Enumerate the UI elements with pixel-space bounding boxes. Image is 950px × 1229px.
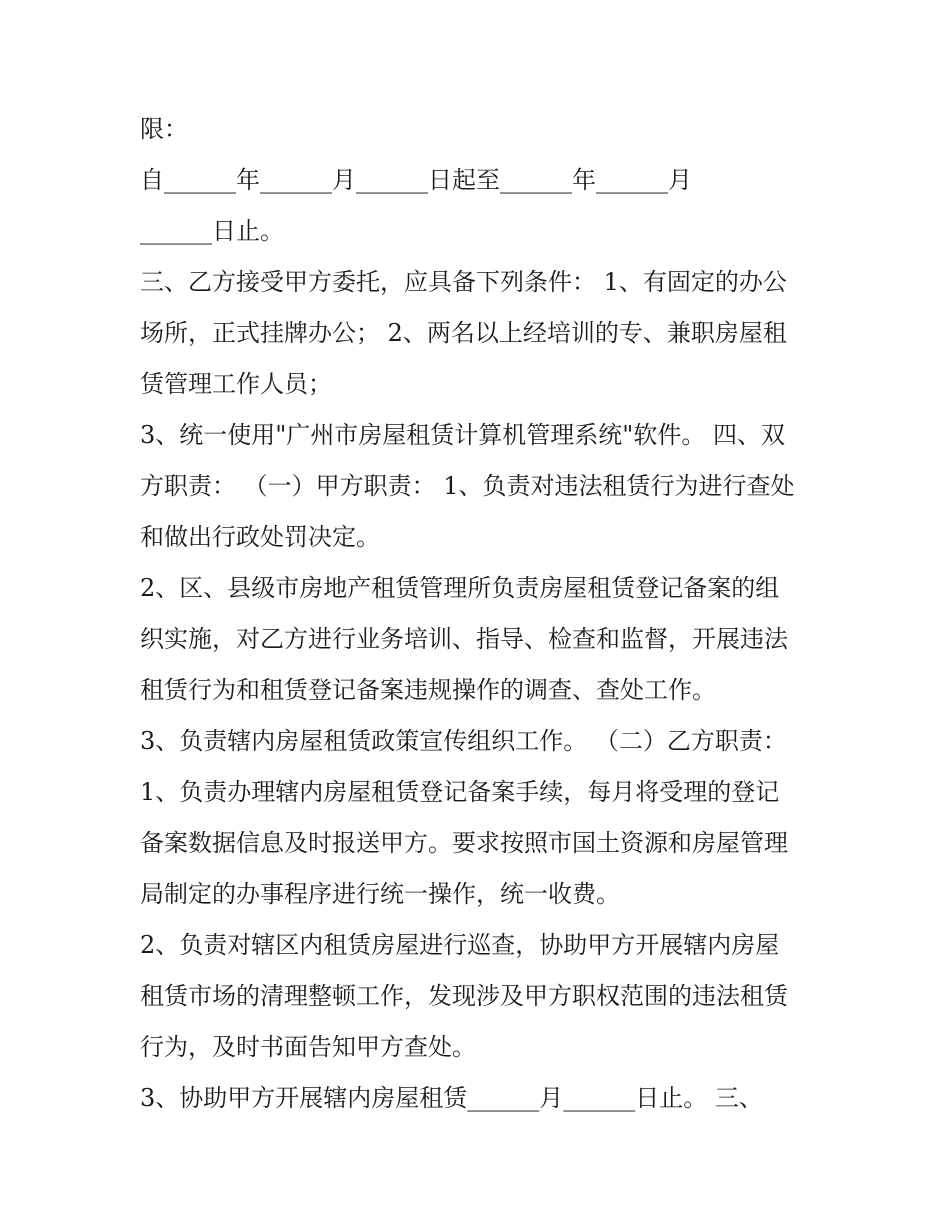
text-line: 租赁市场的清理整顿工作，发现涉及甲方职权范围的违法租赁 xyxy=(140,982,788,1010)
text-line: 3、负责辖内房屋租赁政策宣传组织工作。 （二）乙方职责： xyxy=(140,727,787,755)
text-line: 1、负责办理辖内房屋租赁登记备案手续，每月将受理的登记 xyxy=(140,778,780,806)
text-line: 限： xyxy=(140,115,188,143)
text-line: 3、统一使用"广州市房屋租赁计算机管理系统"软件。 四、双 xyxy=(140,421,785,449)
text-line: 2、负责对辖区内租赁房屋进行巡查，协助甲方开展辖内房屋 xyxy=(140,931,780,959)
document-body xyxy=(140,104,840,1124)
text-line: 2、区、县级市房地产租赁管理所负责房屋租赁登记备案的组 xyxy=(140,574,780,602)
text-line: 赁管理工作人员； xyxy=(140,370,332,398)
text-line: 三、乙方接受甲方委托，应具备下列条件： 1、有固定的办公 xyxy=(140,268,787,296)
text-line: 自______年______月______日起至______年______月 xyxy=(140,166,692,194)
text-line: 局制定的办事程序进行统一操作，统一收费。 xyxy=(140,880,620,908)
text-line: 方职责： （一）甲方职责： 1、负责对违法租赁行为进行查处 xyxy=(140,472,795,500)
text-line: 备案数据信息及时报送甲方。要求按照市国土资源和房屋管理 xyxy=(140,829,788,857)
text-line: 场所，正式挂牌办公； 2、两名以上经培训的专、兼职房屋租 xyxy=(140,319,787,347)
text-line: 3、协助甲方开展辖内房屋租赁______月______日止。 三、 xyxy=(140,1084,763,1112)
text-line: 和做出行政处罚决定。 xyxy=(140,523,380,551)
text-line: 行为，及时书面告知甲方查处。 xyxy=(140,1033,476,1061)
text-line: 租赁行为和租赁登记备案违规操作的调查、查处工作。 xyxy=(140,676,716,704)
text-line: 织实施，对乙方进行业务培训、指导、检查和监督，开展违法 xyxy=(140,625,788,653)
text-line: ______日止。 xyxy=(140,217,284,245)
